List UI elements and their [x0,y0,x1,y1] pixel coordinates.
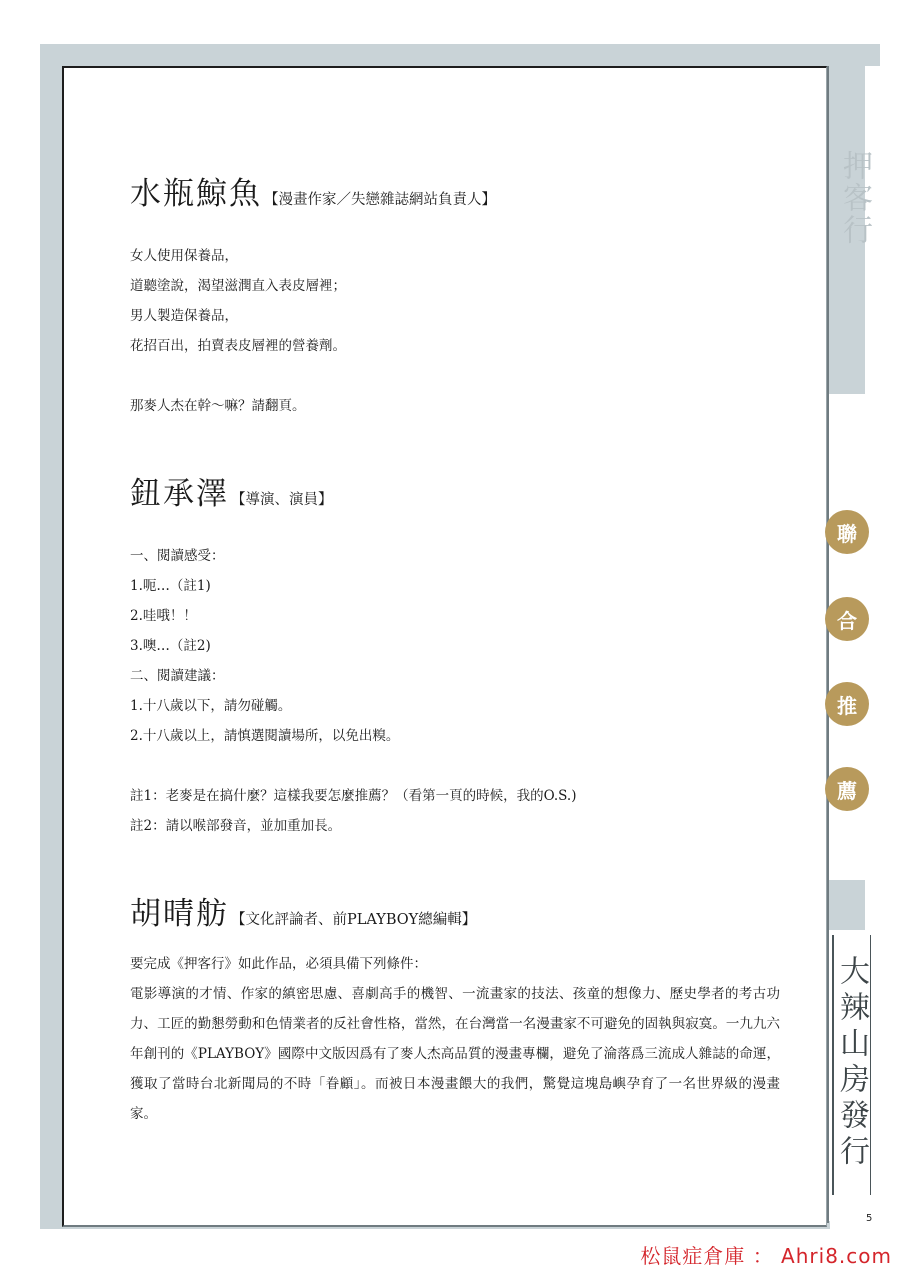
section-heading [130,468,780,513]
badge-lian: 聯 [825,510,869,554]
text-line: 花招百出，拍賣表皮層裡的營養劑。 [130,338,346,354]
text-line: 一、閱讀感受： [130,548,225,564]
review-paragraph: 電影導演的才情、作家的縝密思慮、喜劇高手的機智、一流畫家的技法、孩童的想像力、歷史學者的考古功力、工匠的勤懇勞動和色情業者的反社會性格，當然，在台灣當一名漫畫家不可避免的固執與寂寞。一九九六年創刊的《PLAYBOY》國際中文版因爲有了麥人杰高品質的漫畫專欄，避免了淪落爲三流成人雜誌的命運，獲取了當時台北新聞局的不時「眷顧」。而被日本漫畫餵大的我們，驚覺這塊島嶼孕育了一名世界級的漫畫家。 [130,986,780,1122]
badge-he: 合 [825,597,869,641]
frame-left [40,44,62,1227]
text-line: 女人使用保養品， [130,248,238,264]
watermark-text: 松鼠症倉庫 ： Ahri8.com [640,1244,892,1268]
reviewer-name: 鈕承澤 [130,476,229,512]
text-line: 二、閱讀建議： [130,668,225,684]
publisher-seal-text: 大辣山房發行 [834,955,869,1171]
frame-right-line [827,66,829,1223]
text-line [130,361,780,391]
text-line: 道聽塗說，渴望滋潤直入表皮層裡； [130,278,346,294]
section-hu-qingfang [130,888,780,1129]
reviewer-role: 【漫畫作家／失戀雜誌網站負責人】 [264,192,496,208]
text-line [130,751,780,781]
reviewer-name: 胡晴舫 [130,896,229,932]
text-line: 那麥人杰在幹〜嘛？請翻頁。 [130,398,306,414]
section-heading [130,168,780,213]
text-line: 2.十八歲以上，請慎選閱讀場所，以免出糗。 [130,728,400,744]
frame-right-mid [829,880,865,930]
section-niu-chengze [130,468,780,841]
badge-jian: 薦 [825,767,869,811]
reviewer-role: 【文化評論者、前PLAYBOY總編輯】 [231,912,477,928]
text-line: 1.呃…（註1) [130,578,211,594]
reviewer-role: 【導演、演員】 [231,492,333,508]
text-line: 3.噢…（註2) [130,638,211,654]
book-title-vertical: 押客行 [837,150,872,246]
reviewer-name: 水瓶鯨魚 [130,176,262,212]
section-shuiping-jingyu [130,168,780,421]
footnote-line: 註2：請以喉部發音，並加重加長。 [130,818,342,834]
section-heading [130,888,780,933]
footnote-line: 註1：老麥是在搞什麼？這樣我要怎麼推薦？（看第一頁的時候，我的O.S.) [130,788,577,804]
intro-line: 要完成《押客行》如此作品，必須具備下列條件： [130,956,427,972]
text-line: 2.哇哦！！ [130,608,197,624]
badge-tui: 推 [825,682,869,726]
text-line: 男人製造保養品， [130,308,238,324]
text-line: 1.十八歲以下，請勿碰觸。 [130,698,292,714]
page-number: 5 [866,1213,873,1224]
frame-top [40,44,880,66]
